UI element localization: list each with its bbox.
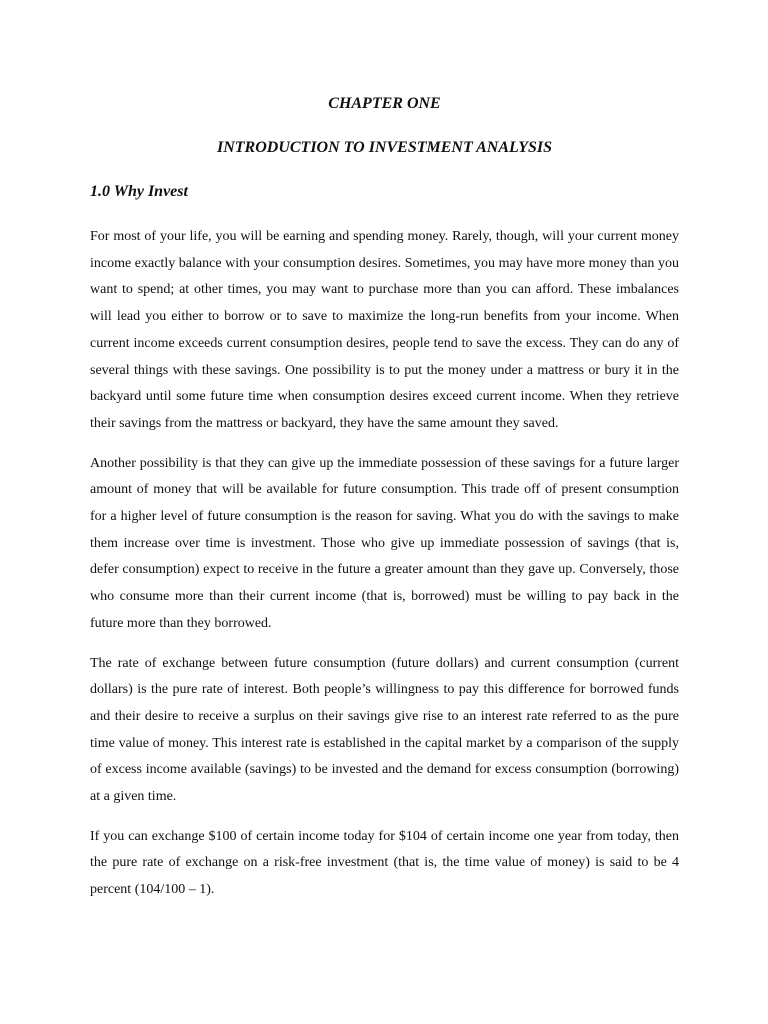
paragraph-4: If you can exchange $100 of certain income today for $104 of certain income one year from today, then the pure rate of exchange on a risk-free investment (that is, the time value of money) is said to be 4 percent (104/100 – 1).	[90, 828, 679, 898]
document-body	[90, 93, 679, 904]
chapter-label: CHAPTER ONE	[328, 95, 441, 112]
section-heading: 1.0 Why Invest	[90, 183, 188, 200]
paragraph-2: Another possibility is that they can give up the immediate possession of these savings for a future larger amount of money that will be available for future consumption. This trade off of present consumption for a higher level of future consumption is the reason for saving. What you do with the savings to make them increase over time is investment. Those who give up immediate possession of savings (that is, defer consumption) expect to receive in the future a greater amount than they gave up. Conversely, those who consume more than their current income (that is, borrowed) must be willing to pay back in the future more than they borrowed.	[90, 455, 679, 631]
chapter-title: INTRODUCTION TO INVESTMENT ANALYSIS	[216, 139, 552, 156]
paragraph-3: The rate of exchange between future consumption (future dollars) and current consumption (current dollars) is the pure rate of interest. Both people’s willingness to pay this difference for borrowed funds and their desire to receive a surplus on their savings give rise to an interest rate referred to as the pure time value of money. This interest rate is established in the capital market by a comparison of the supply of excess income available (savings) to be invested and the demand for excess consumption (borrowing) at a given time.	[90, 655, 679, 805]
paragraph-1: For most of your life, you will be earning and spending money. Rarely, though, will your current money income exactly balance with your consumption desires. Sometimes, you may have more money than you want to spend; at other times, you may want to purchase more than you can afford. These imbalances will lead you either to borrow or to save to maximize the long-run benefits from your income. When current income exceeds current consumption desires, people tend to save the excess. They can do any of several things with these savings. One possibility is to put the money under a mattress or bury it in the backyard until some future time when consumption desires exceed current income. When they retrieve their savings from the mattress or backyard, they have the same amount they saved.	[90, 229, 679, 431]
